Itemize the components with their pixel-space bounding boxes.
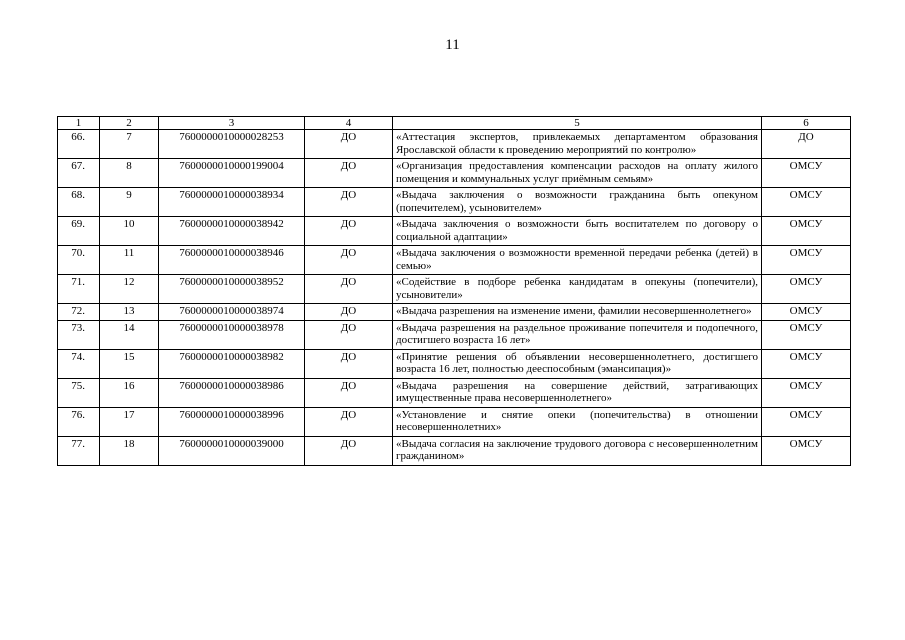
row-number-cell: 14 <box>100 320 159 349</box>
service-type-cell: ДО <box>305 436 393 465</box>
column-header: 3 <box>159 117 305 130</box>
service-type-cell: ДО <box>305 217 393 246</box>
service-code-cell: 7600000010000038996 <box>159 407 305 436</box>
service-type-cell: ДО <box>305 320 393 349</box>
row-index-cell: 70. <box>58 246 100 275</box>
row-number-cell: 8 <box>100 159 159 188</box>
service-type-cell: ДО <box>305 349 393 378</box>
table-body <box>58 130 851 466</box>
service-level-cell: ОМСУ <box>762 159 851 188</box>
row-number-cell: 18 <box>100 436 159 465</box>
service-name-cell: «Выдача согласия на заключение трудового договора с несовершеннолетним гражданином» <box>393 436 762 465</box>
service-level-cell: ОМСУ <box>762 407 851 436</box>
service-code-cell: 7600000010000028253 <box>159 130 305 159</box>
row-number-cell: 7 <box>100 130 159 159</box>
service-name-cell: «Выдача разрешения на совершение действий, затрагивающих имущественные права несовершеннолетнего» <box>393 378 762 407</box>
service-level-cell: ОМСУ <box>762 320 851 349</box>
row-number-cell: 17 <box>100 407 159 436</box>
row-index-cell: 74. <box>58 349 100 378</box>
service-name-cell: «Выдача заключения о возможности гражданина быть опекуном (попечителем), усыновителем» <box>393 188 762 217</box>
row-number-cell: 16 <box>100 378 159 407</box>
row-number-cell: 15 <box>100 349 159 378</box>
service-level-cell: ОМСУ <box>762 246 851 275</box>
service-code-cell: 7600000010000038986 <box>159 378 305 407</box>
service-code-cell: 7600000010000038946 <box>159 246 305 275</box>
service-name-cell: «Принятие решения об объявлении несовершеннолетнего, достигшего возраста 16 лет, полностью дееспособным (эмансипация)» <box>393 349 762 378</box>
table-header-row <box>58 117 851 130</box>
service-type-cell: ДО <box>305 304 393 321</box>
service-type-cell: ДО <box>305 378 393 407</box>
row-index-cell: 68. <box>58 188 100 217</box>
table-row <box>58 188 851 217</box>
row-index-cell: 69. <box>58 217 100 246</box>
row-number-cell: 11 <box>100 246 159 275</box>
service-code-cell: 7600000010000038974 <box>159 304 305 321</box>
column-header: 2 <box>100 117 159 130</box>
service-type-cell: ДО <box>305 130 393 159</box>
row-index-cell: 73. <box>58 320 100 349</box>
column-header: 5 <box>393 117 762 130</box>
services-table <box>57 116 851 466</box>
table-row <box>58 407 851 436</box>
service-code-cell: 7600000010000038982 <box>159 349 305 378</box>
service-type-cell: ДО <box>305 407 393 436</box>
row-index-cell: 77. <box>58 436 100 465</box>
row-index-cell: 72. <box>58 304 100 321</box>
service-level-cell: ОМСУ <box>762 349 851 378</box>
service-type-cell: ДО <box>305 188 393 217</box>
service-code-cell: 7600000010000038942 <box>159 217 305 246</box>
service-name-cell: «Установление и снятие опеки (попечительства) в отношении несовершеннолетних» <box>393 407 762 436</box>
table-row <box>58 378 851 407</box>
service-level-cell: ОМСУ <box>762 378 851 407</box>
row-index-cell: 76. <box>58 407 100 436</box>
page-number: 11 <box>445 37 460 53</box>
service-name-cell: «Организация предоставления компенсации расходов на оплату жилого помещения и коммунальных услуг приёмным семьям» <box>393 159 762 188</box>
service-level-cell: ОМСУ <box>762 436 851 465</box>
service-type-cell: ДО <box>305 275 393 304</box>
service-name-cell: «Выдача разрешения на раздельное проживание попечителя и подопечного, достигшего возраста 16 лет» <box>393 320 762 349</box>
service-code-cell: 7600000010000199004 <box>159 159 305 188</box>
column-header: 4 <box>305 117 393 130</box>
service-name-cell: «Содействие в подборе ребенка кандидатам в опекуны (попечители), усыновители» <box>393 275 762 304</box>
service-name-cell: «Выдача заключения о возможности временной передачи ребенка (детей) в семью» <box>393 246 762 275</box>
row-index-cell: 75. <box>58 378 100 407</box>
table-row <box>58 217 851 246</box>
table-row <box>58 159 851 188</box>
row-index-cell: 66. <box>58 130 100 159</box>
service-level-cell: ОМСУ <box>762 188 851 217</box>
service-code-cell: 7600000010000039000 <box>159 436 305 465</box>
table-row <box>58 304 851 321</box>
row-number-cell: 12 <box>100 275 159 304</box>
row-number-cell: 9 <box>100 188 159 217</box>
service-type-cell: ДО <box>305 159 393 188</box>
table-row <box>58 246 851 275</box>
service-name-cell: «Выдача заключения о возможности быть воспитателем по договору о социальной адаптации» <box>393 217 762 246</box>
table-row <box>58 130 851 159</box>
row-index-cell: 67. <box>58 159 100 188</box>
service-name-cell: «Аттестация экспертов, привлекаемых департаментом образования Ярославской области к проведению мероприятий по контролю» <box>393 130 762 159</box>
column-header: 1 <box>58 117 100 130</box>
service-code-cell: 7600000010000038978 <box>159 320 305 349</box>
table-row <box>58 320 851 349</box>
service-level-cell: ОМСУ <box>762 217 851 246</box>
service-code-cell: 7600000010000038934 <box>159 188 305 217</box>
table-row <box>58 436 851 465</box>
column-header: 6 <box>762 117 851 130</box>
service-code-cell: 7600000010000038952 <box>159 275 305 304</box>
row-number-cell: 13 <box>100 304 159 321</box>
row-number-cell: 10 <box>100 217 159 246</box>
service-level-cell: ДО <box>762 130 851 159</box>
service-type-cell: ДО <box>305 246 393 275</box>
table-row <box>58 349 851 378</box>
service-level-cell: ОМСУ <box>762 275 851 304</box>
service-level-cell: ОМСУ <box>762 304 851 321</box>
service-name-cell: «Выдача разрешения на изменение имени, фамилии несовершеннолетнего» <box>393 304 762 321</box>
table-row <box>58 275 851 304</box>
row-index-cell: 71. <box>58 275 100 304</box>
